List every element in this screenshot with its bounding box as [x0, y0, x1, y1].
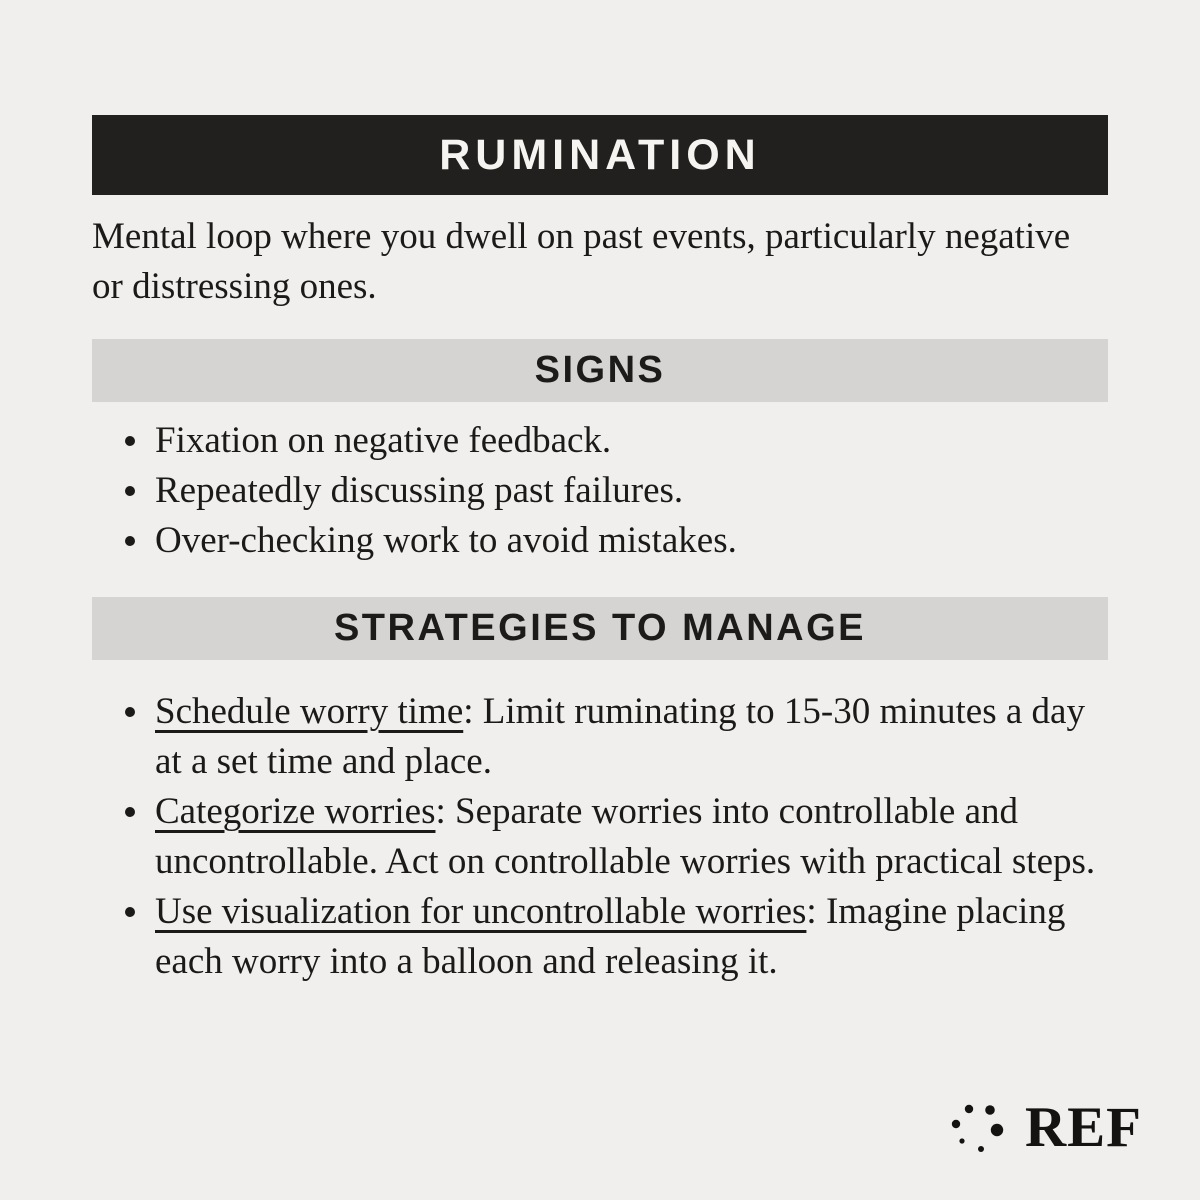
list-item — [92, 787, 1108, 887]
signs-section-title: SIGNS — [534, 349, 666, 391]
strategy-rest-text: : Imagine placing each worry into a balloon and releasing it. — [155, 891, 1066, 982]
brand-logo — [948, 1096, 1142, 1159]
list-item — [92, 887, 1108, 987]
list-item: Over-checking work to avoid mistakes. — [92, 516, 1108, 566]
signs-section-header-bar — [92, 339, 1108, 402]
infographic-content — [92, 115, 1108, 987]
strategies-section-title: STRATEGIES TO MANAGE — [333, 607, 867, 649]
definition-text: Mental loop where you dwell on past events, particularly negative or distressing ones. — [92, 216, 1071, 307]
page-title: RUMINATION — [439, 130, 761, 179]
list-item — [92, 687, 1108, 787]
strategies-section-header-bar — [92, 597, 1108, 660]
strategy-lead-text: Schedule worry time — [155, 691, 464, 732]
signs-list — [92, 416, 1108, 566]
title-bar — [92, 115, 1108, 195]
list-item: Fixation on negative feedback. — [92, 416, 1108, 466]
strategies-list — [92, 687, 1108, 987]
brand-logo-text: REF — [1025, 1096, 1142, 1159]
strategy-rest-text: : Separate worries into controllable and uncontrollable. Act on controllable worries with practical steps. — [155, 791, 1096, 882]
strategy-rest-text: : Limit ruminating to 15-30 minutes a day at a set time and place. — [155, 691, 1085, 782]
strategy-lead-text: Categorize worries — [155, 791, 436, 832]
strategy-lead-text: Use visualization for uncontrollable worries — [155, 891, 807, 932]
dot-cluster-icon — [948, 1100, 1010, 1156]
list-item: Repeatedly discussing past failures. — [92, 466, 1108, 516]
